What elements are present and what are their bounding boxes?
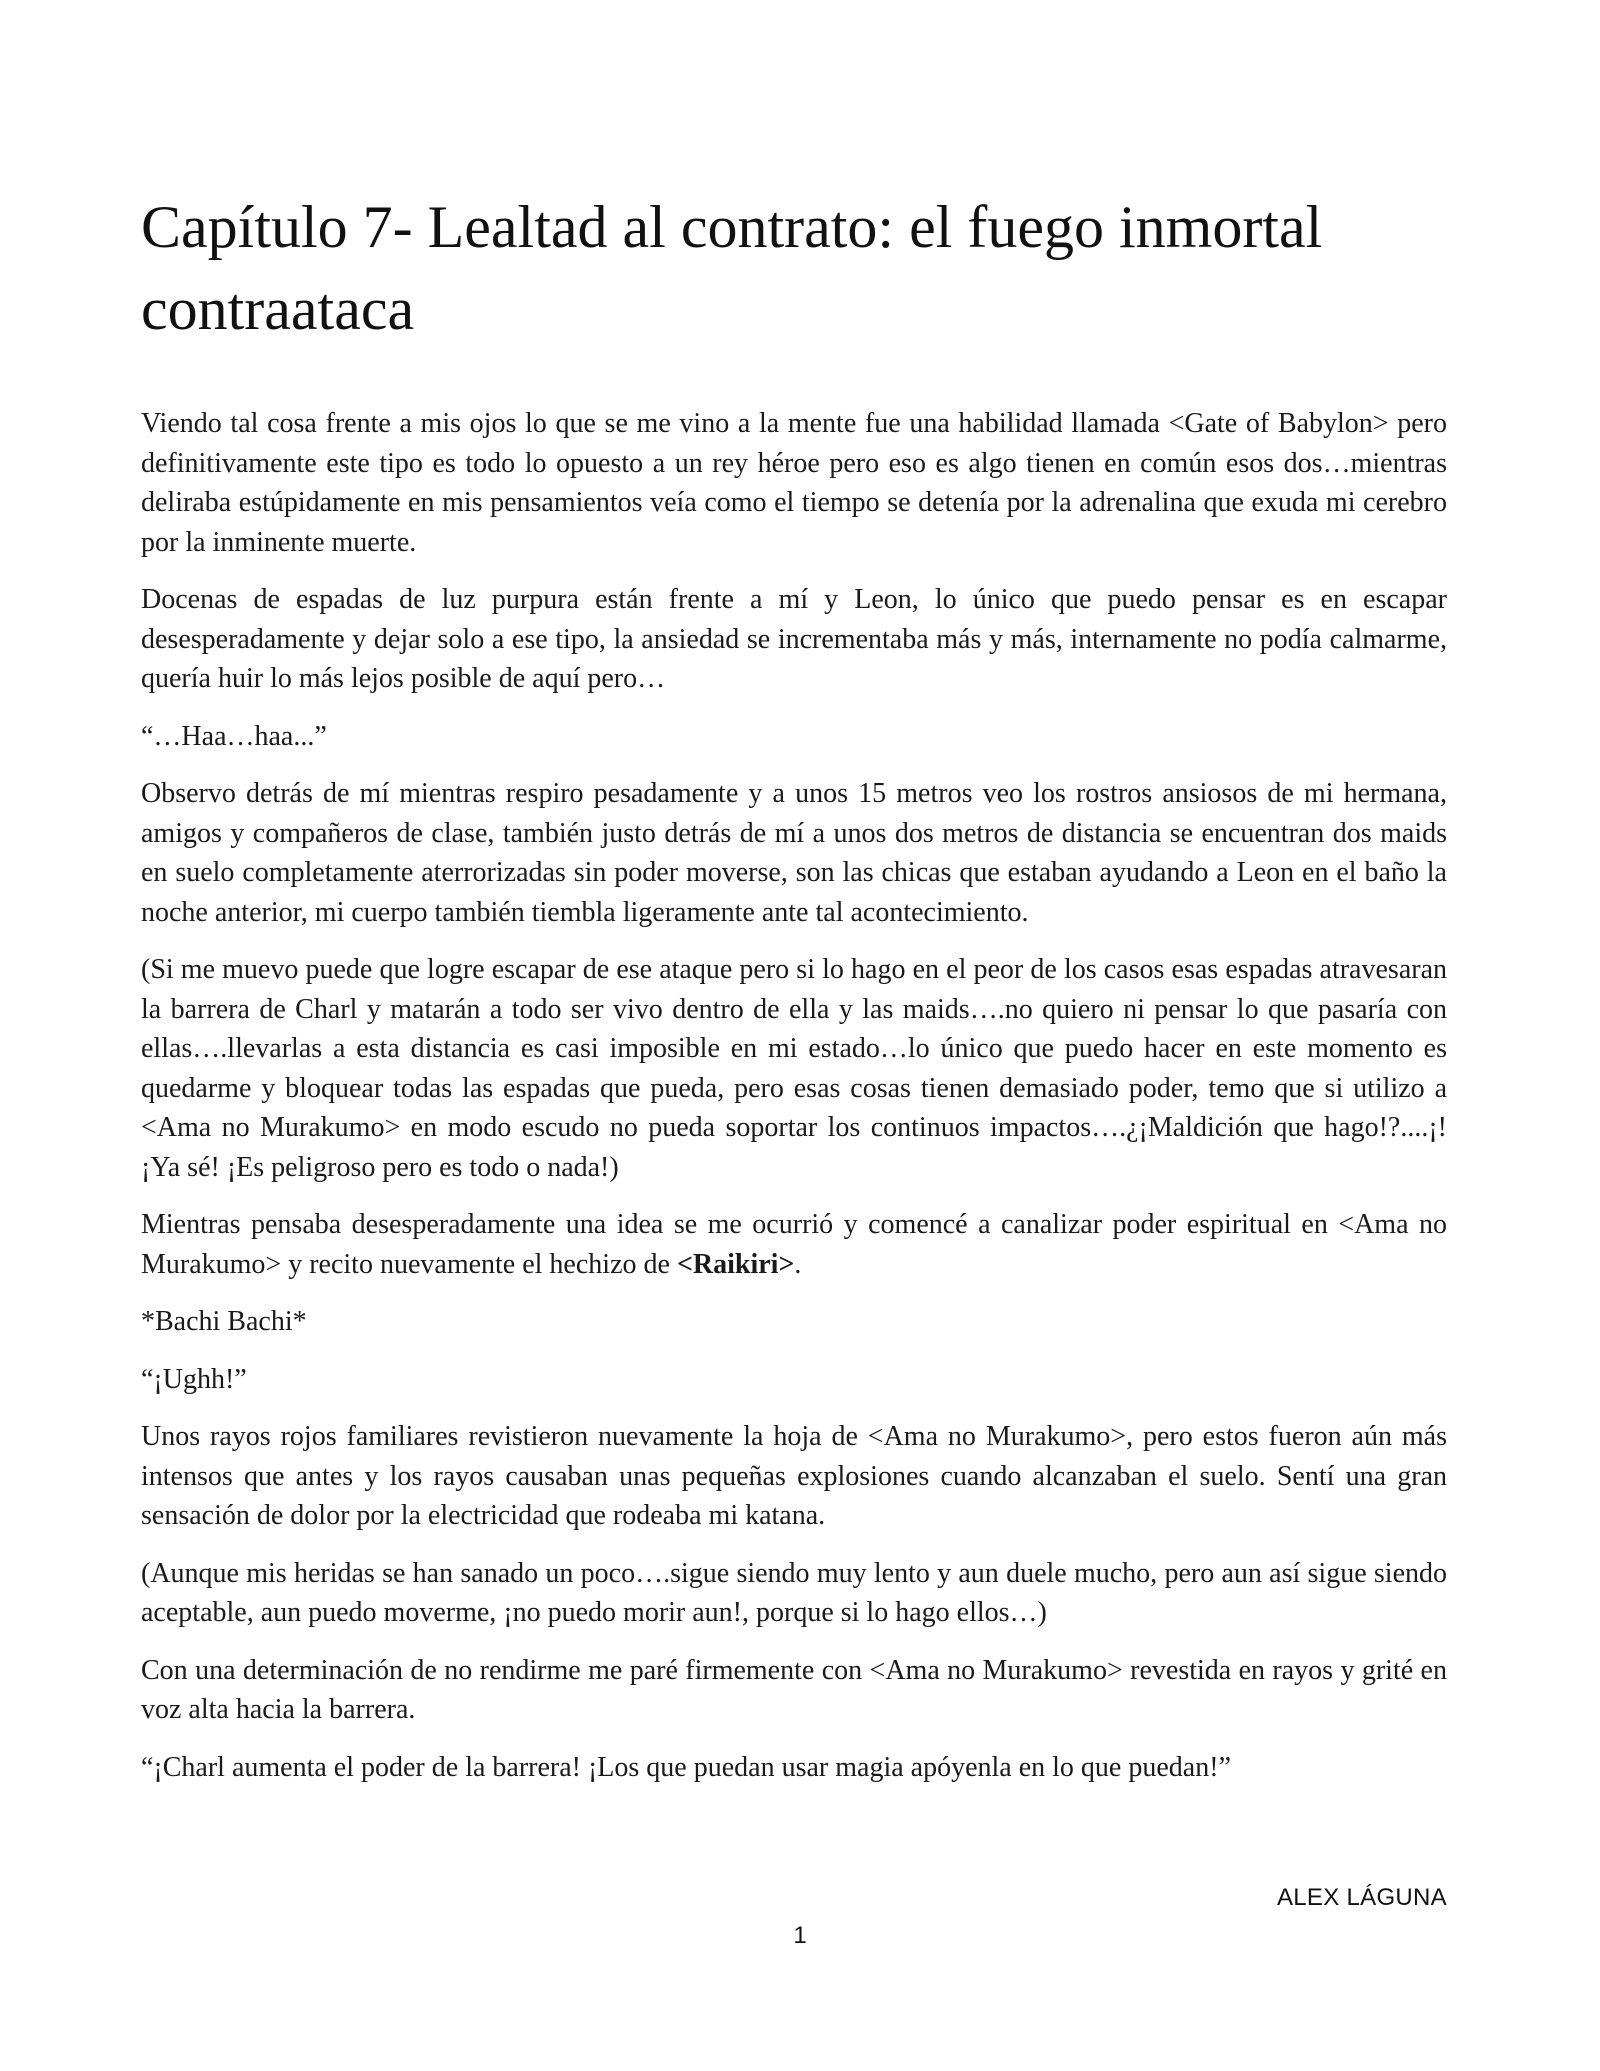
- paragraph-text-end: .: [794, 1248, 802, 1280]
- dialogue-line: “¡Ughh!”: [141, 1363, 247, 1395]
- paragraph: Viendo tal cosa frente a mis ojos lo que se me vino a la mente fue una habilidad llamada <Gate of Babylon> pero definitivamente este tipo es todo lo opuesto a un rey héroe pero eso es algo tienen en común esos dos…mientras deliraba estúpidamente en mis pensamientos veía como el tiempo se detenía por la adrenalina que exuda mi cerebro por la inminente muerte.: [141, 408, 1447, 558]
- chapter-title: Capítulo 7- Lealtad al contrato: el fuego inmortal contraataca: [141, 194, 1323, 342]
- paragraph: [141, 1205, 1447, 1284]
- paragraph: Docenas de espadas de luz purpura están frente a mí y Leon, lo único que puedo pensar es en escapar desesperadamente y dejar solo a ese tipo, la ansiedad se incrementaba más y más, internamente no podía calmarme, quería huir lo más lejos posible de aquí pero…: [141, 584, 1447, 694]
- document-body: [141, 186, 1447, 1805]
- paragraph: Observo detrás de mí mientras respiro pesadamente y a unos 15 metros veo los rostros ansiosos de mi hermana, amigos y compañeros de clase, también justo detrás de mí a unos dos metros de distancia se encuentran dos maids en suelo completamente aterrorizadas sin poder moverse, son las chicas que estaban ayudando a Leon en el baño la noche anterior, mi cuerpo también tiembla ligeramente ante tal acontecimiento.: [141, 778, 1447, 928]
- dialogue-line: “¡Charl aumenta el poder de la barrera! ¡Los que puedan usar magia apóyenla en lo que puedan!”: [141, 1751, 1231, 1783]
- sound-effect-line: *Bachi Bachi*: [141, 1306, 307, 1337]
- paragraph: Unos rayos rojos familiares revistieron nuevamente la hoja de <Ama no Murakumo>, pero estos fueron aún más intensos que antes y los rayos causaban unas pequeñas explosiones cuando alcanzaban el suelo. Sentí una gran sensación de dolor por la electricidad que rodeaba mi katana.: [141, 1421, 1447, 1531]
- dialogue-line: “…Haa…haa...”: [141, 720, 327, 752]
- paragraph-text: Mientras pensaba desesperadamente una idea se me ocurrió y comencé a canalizar poder espiritual en <Ama no Murakumo> y recito nuevamente el hechizo de: [141, 1209, 1447, 1280]
- paragraph: (Aunque mis heridas se han sanado un poco….sigue siendo muy lento y aun duele mucho, pero aun así sigue siendo aceptable, aun puedo moverme, ¡no puedo morir aun!, porque si lo hago ellos…): [141, 1557, 1447, 1628]
- paragraph: Con una determinación de no rendirme me paré firmemente con <Ama no Murakumo> revestida en rayos y grité en voz alta hacia la barrera.: [141, 1654, 1447, 1725]
- paragraph: (Si me muevo puede que logre escapar de ese ataque pero si lo hago en el peor de los casos esas espadas atravesaran la barrera de Charl y matarán a todo ser vivo dentro de ella y las maids….no quiero ni pensar lo que pasaría con ellas….llevarlas a esta distancia es casi imposible en mi estado…lo único que puedo hacer en este momento es quedarme y bloquear todas las espadas que pueda, pero esas cosas tienen demasiado poder, temo que si utilizo a <Ama no Murakumo> en modo escudo no pueda soportar los continuos impactos….¿¡Maldición que hago!?....¡! ¡Ya sé! ¡Es peligroso pero es todo o nada!): [141, 954, 1447, 1183]
- footer-author: ALEX LÁGUNA: [1276, 1884, 1447, 1911]
- page-number: 1: [793, 1922, 807, 1949]
- spell-name: <Raikiri>: [676, 1248, 795, 1280]
